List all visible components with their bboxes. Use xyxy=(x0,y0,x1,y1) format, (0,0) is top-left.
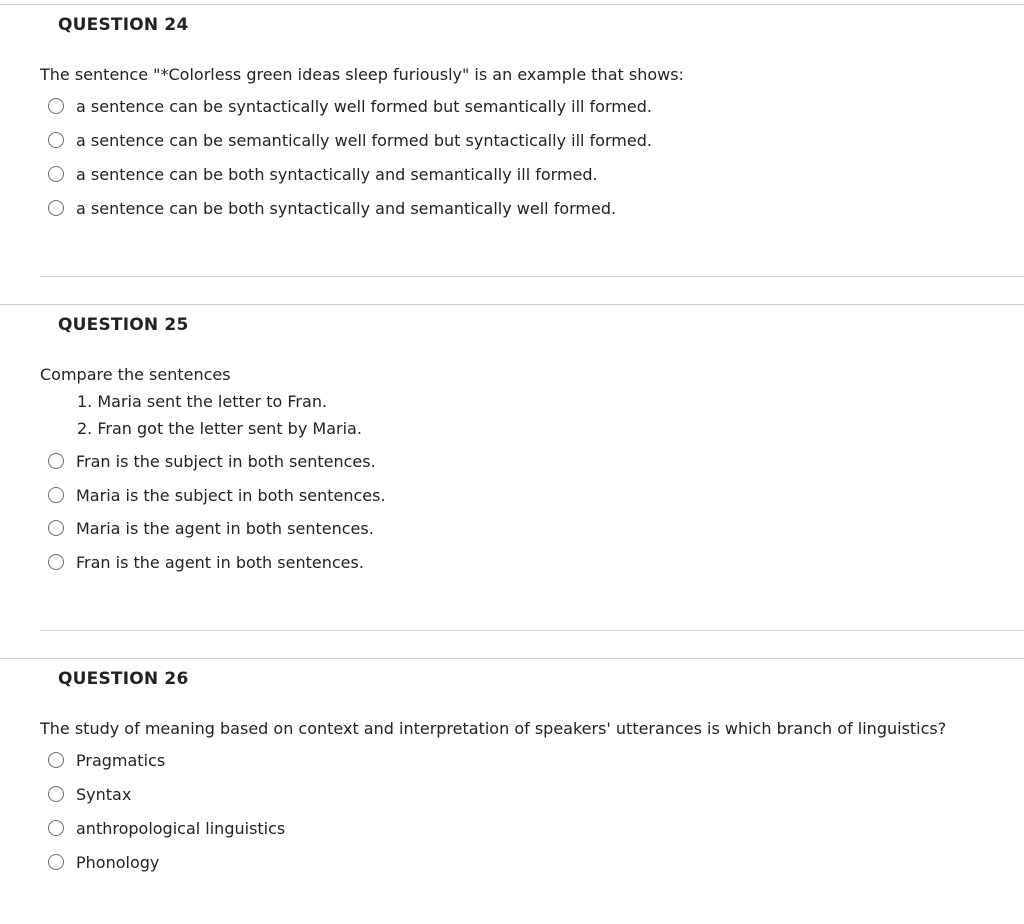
radio-button[interactable] xyxy=(48,554,64,570)
answer-option[interactable] xyxy=(48,483,386,507)
answer-option-label: Fran is the agent in both sentences. xyxy=(76,552,364,572)
answer-option-label: a sentence can be semantically well formed but syntactically ill formed. xyxy=(76,130,652,150)
question-divider-bottom xyxy=(40,630,1024,631)
answer-option[interactable] xyxy=(48,816,285,840)
answer-option[interactable] xyxy=(48,94,652,118)
answer-option-label: a sentence can be both syntactically and semantically ill formed. xyxy=(76,164,598,184)
radio-button[interactable] xyxy=(48,166,64,182)
answer-option-label: Fran is the subject in both sentences. xyxy=(76,451,376,471)
question-divider-bottom xyxy=(40,276,1024,277)
radio-button[interactable] xyxy=(48,520,64,536)
question-title: QUESTION 24 xyxy=(58,15,189,35)
question-divider-top xyxy=(0,304,1024,305)
radio-button[interactable] xyxy=(48,752,64,768)
answer-option[interactable] xyxy=(48,782,131,806)
question-prompt: Compare the sentences xyxy=(40,365,231,384)
question-sub-item: 2. Fran got the letter sent by Maria. xyxy=(77,419,362,438)
radio-button[interactable] xyxy=(48,786,64,802)
answer-option-label: Maria is the agent in both sentences. xyxy=(76,518,374,538)
answer-option[interactable] xyxy=(48,196,616,220)
radio-button[interactable] xyxy=(48,132,64,148)
radio-button[interactable] xyxy=(48,854,64,870)
answer-option-label: Pragmatics xyxy=(76,750,166,770)
radio-button[interactable] xyxy=(48,487,64,503)
radio-button[interactable] xyxy=(48,453,64,469)
answer-option[interactable] xyxy=(48,516,374,540)
radio-button[interactable] xyxy=(48,200,64,216)
question-prompt: The study of meaning based on context and interpretation of speakers' utterances is which branch of linguistics? xyxy=(40,719,947,738)
question-title: QUESTION 25 xyxy=(58,315,189,335)
answer-option-label: Phonology xyxy=(76,852,160,872)
answer-option-label: Maria is the subject in both sentences. xyxy=(76,485,386,505)
answer-option[interactable] xyxy=(48,748,165,772)
question-divider-top xyxy=(0,4,1024,5)
question-title: QUESTION 26 xyxy=(58,669,189,689)
question-sub-item: 1. Maria sent the letter to Fran. xyxy=(77,392,328,411)
question-prompt: The sentence "*Colorless green ideas sleep furiously" is an example that shows: xyxy=(40,65,684,84)
answer-option[interactable] xyxy=(48,850,159,874)
radio-button[interactable] xyxy=(48,820,64,836)
answer-option[interactable] xyxy=(48,128,652,152)
answer-option-label: a sentence can be syntactically well formed but semantically ill formed. xyxy=(76,96,652,116)
answer-option-label: a sentence can be both syntactically and semantically well formed. xyxy=(76,198,617,218)
answer-option[interactable] xyxy=(48,449,376,473)
radio-button[interactable] xyxy=(48,98,64,114)
answer-option[interactable] xyxy=(48,162,598,186)
answer-option[interactable] xyxy=(48,550,364,574)
answer-option-label: Syntax xyxy=(76,784,132,804)
question-divider-top xyxy=(0,658,1024,659)
answer-option-label: anthropological linguistics xyxy=(76,818,286,838)
